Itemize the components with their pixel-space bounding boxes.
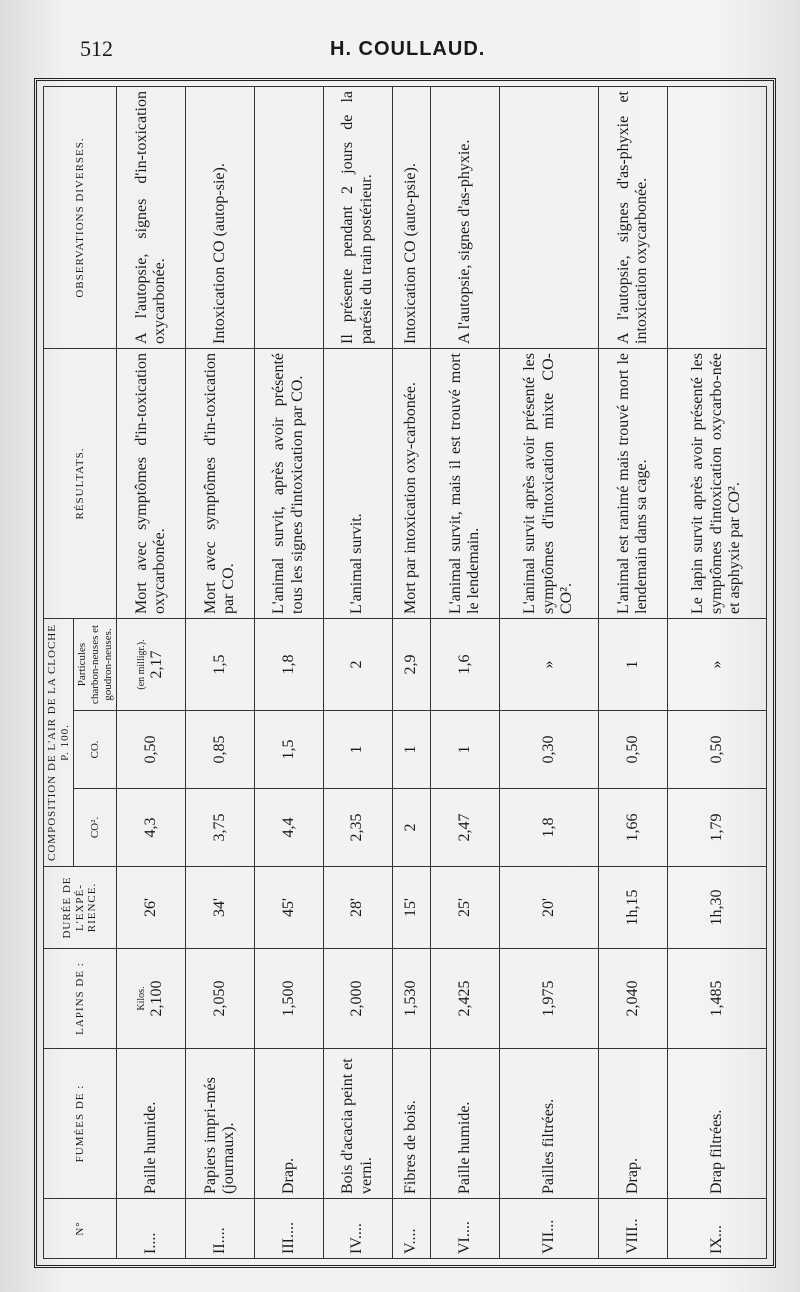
table-row [117,87,186,1259]
cell-co: 0,85 [186,711,255,789]
cell-co2: 4,4 [254,789,323,867]
cell-co: 0,50 [599,711,668,789]
cell-observations [667,87,766,349]
header-lapins: LAPINS DE : [44,949,117,1049]
cell-particules: 2 [323,619,392,711]
cell-num: II.... [186,1199,255,1259]
cell-resultats: Mort avec symptômes d'in-toxication par CO. [186,349,255,619]
cell-lapins: 1,975 [499,949,598,1049]
table-row [499,87,598,1259]
cell-co2: 2,47 [431,789,500,867]
cell-co: 1,5 [254,711,323,789]
table-row [599,87,668,1259]
cell-value: 2,100 [147,980,165,1017]
header-observations: OBSERVATIONS DIVERSES. [44,87,117,349]
cell-fumees: Bois d'acacia peint et verni. [323,1049,392,1199]
header-composition: COMPOSITION DE L'AIR DE LA CLOCHE P. 100. [44,619,74,867]
page-number: 512 [80,36,113,61]
cell-resultats: L'animal survit. [323,349,392,619]
cell-resultats: L'animal survit, après avoir présenté tous les signes d'intoxication par CO. [254,349,323,619]
experiment-table [43,86,767,1259]
cell-fumees: Drap. [599,1049,668,1199]
cell-resultats: L'animal survit, mais il est trouvé mort le lendemain. [431,349,500,619]
cell-resultats: Mort par intoxication oxy-carbonée. [392,349,431,619]
cell-observations: A l'autopsie, signes d'as-phyxie et intoxication oxycarbonée. [599,87,668,349]
page-header [0,30,800,70]
cell-co2: 2 [392,789,431,867]
table-row [392,87,431,1259]
cell-fumees: Pailles filtrées. [499,1049,598,1199]
table-row [431,87,500,1259]
cell-duree: 45' [254,867,323,949]
cell-fumees: Paille humide. [117,1049,186,1199]
cell-observations: A l'autopsie, signes d'as-phyxie. [431,87,500,349]
cell-co2: 3,75 [186,789,255,867]
header-duree: DURÉE DE L'EXPÉ-RIENCE. [44,867,117,949]
unit-label: (en milligr.). [136,639,148,690]
unit-label: Kilos. [136,986,148,1011]
cell-co: 0,30 [499,711,598,789]
cell-co: 0,50 [667,711,766,789]
cell-duree: 1h,30 [667,867,766,949]
cell-co2: 2,35 [323,789,392,867]
cell-num: VIII.. [599,1199,668,1259]
cell-num: VII... [499,1199,598,1259]
cell-particules: 1,6 [431,619,500,711]
cell-co2: 1,66 [599,789,668,867]
cell-particules: 1 [599,619,668,711]
cell-resultats: L'animal survit après avoir présenté les symptômes d'intoxication mixte CO-CO². [499,349,598,619]
header-fumees: FUMÉES DE : [44,1049,117,1199]
cell-co2: 1,79 [667,789,766,867]
cell-num: V.... [392,1199,431,1259]
cell-duree: 15' [392,867,431,949]
cell-duree: 20' [499,867,598,949]
cell-lapins: 2,425 [431,949,500,1049]
cell-duree: 25' [431,867,500,949]
cell-particules [117,619,186,711]
cell-lapins: 1,500 [254,949,323,1049]
cell-resultats: L'animal est ranimé mais trouvé mort le lendemain dans sa cage. [599,349,668,619]
table-row [323,87,392,1259]
cell-lapins: 1,485 [667,949,766,1049]
cell-num: I.... [117,1199,186,1259]
table-row [254,87,323,1259]
cell-co: 1 [431,711,500,789]
cell-fumees: Drap. [254,1049,323,1199]
rotated-table-container [43,87,767,1259]
cell-co: 1 [323,711,392,789]
cell-num: IV.... [323,1199,392,1259]
cell-duree: 34' [186,867,255,949]
table-row [186,87,255,1259]
cell-particules: 1,8 [254,619,323,711]
cell-observations: Il présente pendant 2 jours de la parésie du train postérieur. [323,87,392,349]
cell-particules: 1,5 [186,619,255,711]
cell-co: 1 [392,711,431,789]
cell-lapins [117,949,186,1049]
cell-observations: Intoxication CO (auto-psie). [392,87,431,349]
cell-lapins: 1,530 [392,949,431,1049]
cell-observations [499,87,598,349]
cell-duree: 26' [117,867,186,949]
cell-fumees: Papiers impri-més (journaux). [186,1049,255,1199]
header-resultats: RÉSULTATS. [44,349,117,619]
table-body [117,87,767,1259]
cell-particules: » [499,619,598,711]
cell-co2: 4,3 [117,789,186,867]
cell-observations: A l'autopsie, signes d'in-toxication oxycarbonée. [117,87,186,349]
table-row [667,87,766,1259]
cell-duree: 1h,15 [599,867,668,949]
running-title: H. COULLAUD. [330,38,486,60]
cell-fumees: Paille humide. [431,1049,500,1199]
cell-particules: 2,9 [392,619,431,711]
cell-co2: 1,8 [499,789,598,867]
cell-fumees: Drap filtrées. [667,1049,766,1199]
table-frame [34,78,776,1268]
cell-observations [254,87,323,349]
cell-particules: » [667,619,766,711]
cell-lapins: 2,040 [599,949,668,1049]
cell-resultats: Le lapin survit après avoir présenté les symptômes d'intoxication oxycarbo-née et asphyxie par CO². [667,349,766,619]
cell-resultats: Mort avec symptômes d'in-toxication oxycarbonée. [117,349,186,619]
header-particules: Particules charbon-neuses et goudron-neuses. [74,619,117,711]
cell-lapins: 2,000 [323,949,392,1049]
cell-num: IX... [667,1199,766,1259]
header-co2: CO². [74,789,117,867]
cell-num: III.... [254,1199,323,1259]
cell-co: 0,50 [117,711,186,789]
cell-lapins: 2,050 [186,949,255,1049]
cell-value: 2,17 [147,650,165,679]
cell-fumees: Fibres de bois. [392,1049,431,1199]
header-num: N° [44,1199,117,1259]
cell-duree: 28' [323,867,392,949]
header-co: CO. [74,711,117,789]
cell-num: VI.... [431,1199,500,1259]
cell-observations: Intoxication CO (autop-sie). [186,87,255,349]
